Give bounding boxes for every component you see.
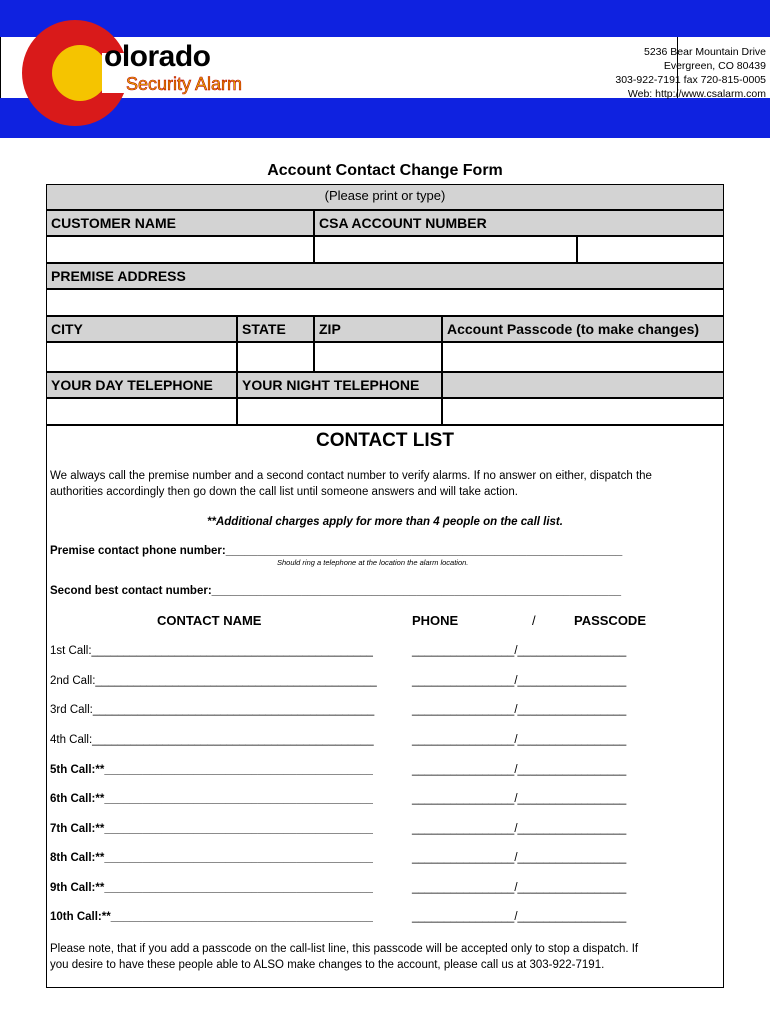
premise-address-field[interactable] bbox=[46, 289, 724, 316]
call-3-name[interactable]: 3rd Call:____________________________________________ bbox=[50, 704, 375, 716]
call-8-phone[interactable]: ________________/_________________ bbox=[412, 852, 627, 864]
premise-phone-hint: Should ring a telephone at the location the alarm location. bbox=[277, 558, 469, 567]
address-line: Web: http://www.csalarm.com bbox=[627, 88, 766, 100]
state-field[interactable] bbox=[237, 342, 314, 372]
day-telephone-field[interactable] bbox=[46, 398, 237, 425]
additional-charges-note: **Additional charges apply for more than 4 people on the call list. bbox=[207, 516, 563, 528]
call-10-name[interactable]: 10th Call:**_________________________________________ bbox=[50, 911, 373, 923]
logo-wordmark: olorado bbox=[104, 40, 211, 73]
print-note: (Please print or type) bbox=[46, 184, 724, 210]
address-line: 303-922-7191 fax 720-815-0005 bbox=[615, 74, 766, 86]
call-6-name[interactable]: 6th Call:**__________________________________________ bbox=[50, 793, 373, 805]
premise-phone-line[interactable] bbox=[50, 543, 622, 559]
call-6-phone[interactable]: ________________/_________________ bbox=[412, 793, 627, 805]
csa-account-number-field[interactable] bbox=[314, 236, 577, 263]
address-line: 5236 Bear Mountain Drive bbox=[644, 46, 766, 58]
intro-line-1: We always call the premise number and a second contact number to verify alarms. If no answer on either, dispatch the bbox=[50, 470, 652, 482]
call-8-name[interactable]: 8th Call:**__________________________________________ bbox=[50, 852, 373, 864]
second-contact-line[interactable] bbox=[50, 583, 621, 599]
passcode-field[interactable] bbox=[442, 342, 724, 372]
call-5-name[interactable]: 5th Call:**__________________________________________ bbox=[50, 764, 373, 776]
header-banner bbox=[0, 0, 766, 138]
city-field[interactable] bbox=[46, 342, 237, 372]
intro-line-2: authorities accordingly then go down the call list until someone answers and will take action. bbox=[50, 486, 518, 498]
passcode-label: Account Passcode (to make changes) bbox=[442, 316, 724, 342]
premise-phone-label: Premise contact phone number:______________________________________________________________ bbox=[50, 545, 623, 557]
night-telephone-label: YOUR NIGHT TELEPHONE bbox=[237, 372, 442, 398]
call-1-name[interactable]: 1st Call:____________________________________________ bbox=[50, 645, 373, 657]
premise-address-label: PREMISE ADDRESS bbox=[46, 263, 724, 289]
call-4-name[interactable]: 4th Call:____________________________________________ bbox=[50, 734, 374, 746]
contact-list-title: CONTACT LIST bbox=[316, 430, 454, 451]
call-5-phone[interactable]: ________________/_________________ bbox=[412, 764, 627, 776]
second-contact-label: Second best contact number:________________________________________________________________ bbox=[50, 585, 621, 597]
col-slash: / bbox=[532, 613, 536, 628]
call-10-phone[interactable]: ________________/_________________ bbox=[412, 911, 627, 923]
csa-account-number-label: CSA ACCOUNT NUMBER bbox=[314, 210, 724, 236]
company-address bbox=[615, 45, 766, 101]
call-9-name[interactable]: 9th Call:**__________________________________________ bbox=[50, 882, 373, 894]
customer-name-label: CUSTOMER NAME bbox=[46, 210, 314, 236]
zip-field[interactable] bbox=[314, 342, 442, 372]
call-2-phone[interactable]: ________________/_________________ bbox=[412, 675, 627, 687]
day-telephone-label: YOUR DAY TELEPHONE bbox=[46, 372, 237, 398]
call-1-phone[interactable]: ________________/_________________ bbox=[412, 645, 627, 657]
form-title: Account Contact Change Form bbox=[267, 162, 503, 179]
csa-account-number-field-2[interactable] bbox=[577, 236, 724, 263]
city-label: CITY bbox=[46, 316, 237, 342]
call-3-phone[interactable]: ________________/_________________ bbox=[412, 704, 627, 716]
blank-gray-cell bbox=[442, 372, 724, 398]
closing-note-line-2: you desire to have these people able to ALSO make changes to the account, please call us at 303-922-7191. bbox=[50, 959, 605, 971]
col-contact-name: CONTACT NAME bbox=[157, 613, 262, 628]
col-phone: PHONE bbox=[412, 613, 459, 628]
call-2-name[interactable]: 2nd Call:____________________________________________ bbox=[50, 675, 377, 687]
call-7-name[interactable]: 7th Call:**__________________________________________ bbox=[50, 823, 373, 835]
col-passcode: PASSCODE bbox=[574, 613, 646, 628]
call-7-phone[interactable]: ________________/_________________ bbox=[412, 823, 627, 835]
zip-label: ZIP bbox=[314, 316, 442, 342]
address-line: Evergreen, CO 80439 bbox=[663, 60, 766, 72]
call-4-phone[interactable]: ________________/_________________ bbox=[412, 734, 627, 746]
state-label: STATE bbox=[237, 316, 314, 342]
night-telephone-field[interactable] bbox=[237, 398, 442, 425]
call-9-phone[interactable]: ________________/_________________ bbox=[412, 882, 627, 894]
logo-subtitle: Security Alarm bbox=[126, 74, 243, 94]
blank-cell bbox=[442, 398, 724, 425]
customer-name-field[interactable] bbox=[46, 236, 314, 263]
closing-note-line-1: Please note, that if you add a passcode on the call-list line, this passcode will be accepted only to stop a dispatch. If bbox=[50, 943, 639, 955]
